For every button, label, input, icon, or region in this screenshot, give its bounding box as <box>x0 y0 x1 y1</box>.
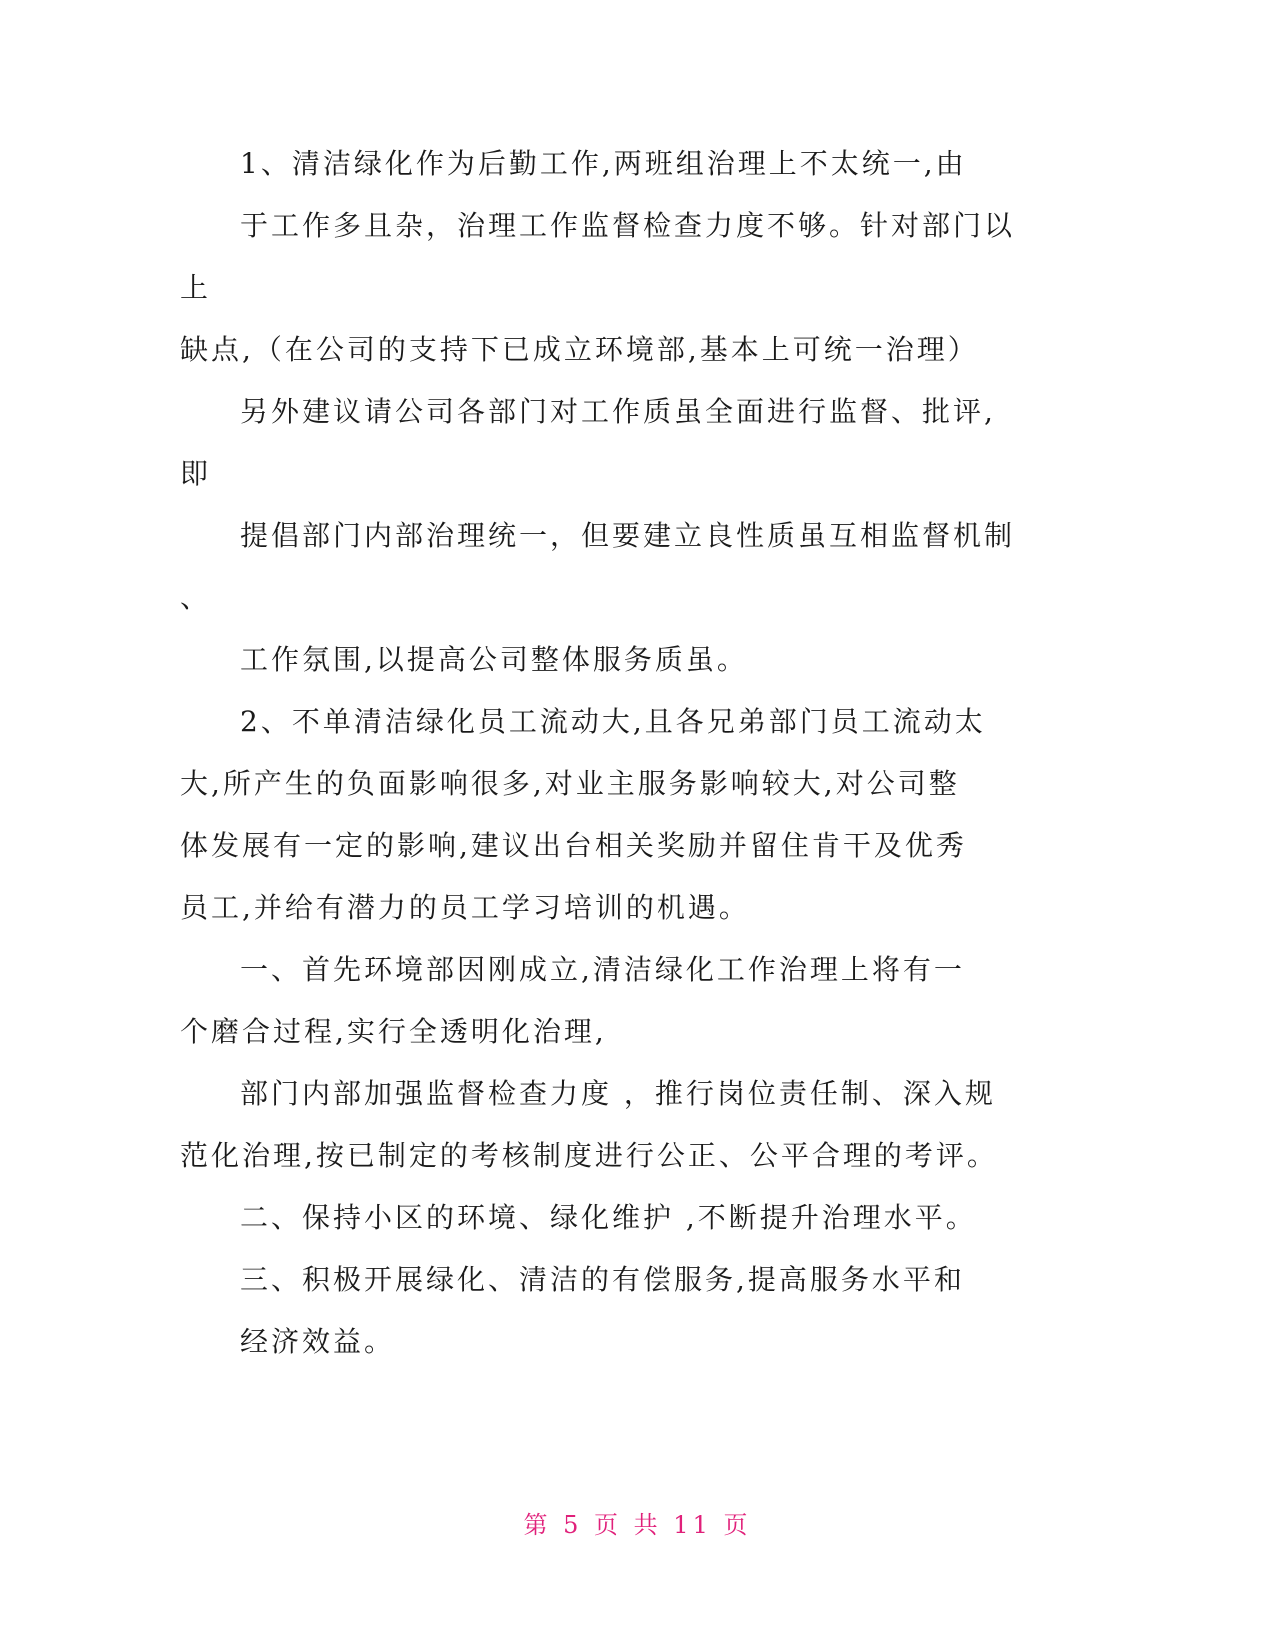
paragraph-line: 1、清洁绿化作为后勤工作,两班组治理上不太统一,由 <box>240 147 967 180</box>
paragraph-line: 于工作多且杂，治理工作监督检查力度不够。针对部门以 <box>240 209 1016 242</box>
paragraph-line: 、 <box>180 581 212 614</box>
paragraph-line: 缺点,（在公司的支持下已成立环境部,基本上可统一治理） <box>180 333 979 366</box>
paragraph-line: 大,所产生的负面影响很多,对业主服务影响较大,对公司整 <box>180 767 960 800</box>
paragraph-line: 部门内部加强监督检查力度 ，推行岗位责任制、深入规 <box>240 1077 996 1110</box>
paragraph-line: 另外建议请公司各部门对工作质虽全面进行监督、批评, <box>240 395 996 428</box>
paragraph-line: 个磨合过程,实行全透明化治理, <box>180 1015 607 1048</box>
paragraph-line: 上 <box>180 271 212 304</box>
paragraph-line: 工作氛围,以提高公司整体服务质虽。 <box>240 643 748 676</box>
paragraph-line: 范化治理,按已制定的考核制度进行公正、公平合理的考评。 <box>180 1139 998 1172</box>
paragraph-line: 二、保持小区的环境、绿化维护 ,不断提升治理水平。 <box>240 1201 977 1234</box>
paragraph-line: 提倡部门内部治理统一，但要建立良性质虽互相监督机制 <box>240 519 1016 552</box>
paragraph-line: 2、不单清洁绿化员工流动大,且各兄弟部门员工流动太 <box>240 705 986 738</box>
paragraph-line: 体发展有一定的影响,建议出台相关奖励并留住肯干及优秀 <box>180 829 967 862</box>
paragraph-line: 员工,并给有潜力的员工学习培训的机遇。 <box>180 891 750 924</box>
paragraph-line: 一、首先环境部因刚成立,清洁绿化工作治理上将有一 <box>240 953 965 986</box>
paragraph-line: 三、积极开展绿化、清洁的有偿服务,提高服务水平和 <box>240 1263 965 1296</box>
paragraph-line: 即 <box>180 457 212 490</box>
paragraph-line: 经济效益。 <box>240 1325 396 1358</box>
page-number-footer: 第 5 页 共 11 页 <box>523 1511 752 1539</box>
